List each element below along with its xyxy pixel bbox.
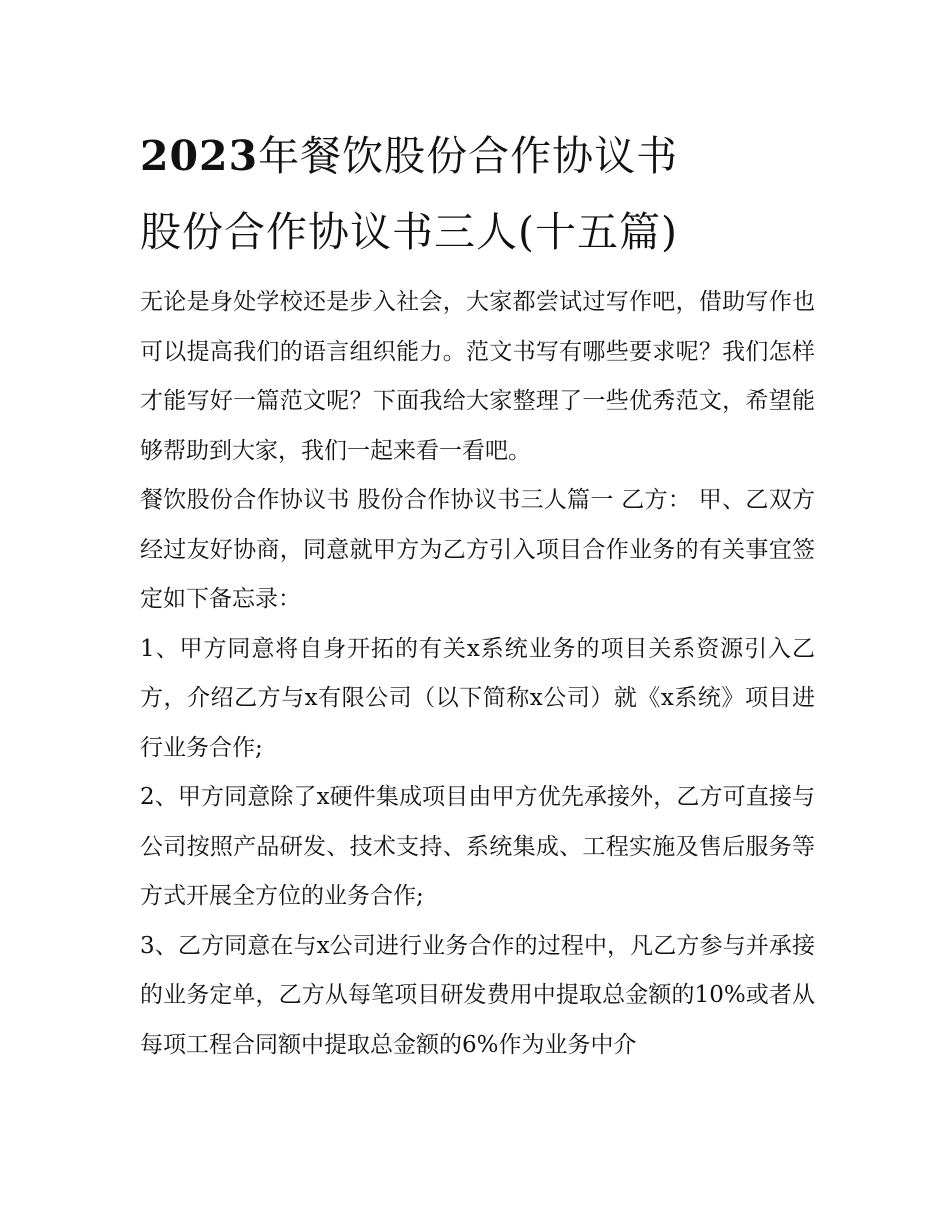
- intro-paragraph: 无论是身处学校还是步入社会，大家都尝试过写作吧，借助写作也可以提高我们的语言组织能力。范文书写有哪些要求呢？我们怎样才能写好一篇范文呢？下面我给大家整理了一些优秀范文，希望能够帮助到大家，我们一起来看一看吧。: [140, 289, 815, 464]
- clause-3: 3、乙方同意在与x公司进行业务合作的过程中，凡乙方参与并承接的业务定单，乙方从每笔项目研发费用中提取总金额的10%或者从每项工程合同额中提取总金额的6%作为业务中介: [140, 932, 815, 1058]
- clause-1: 1、甲方同意将自身开拓的有关x系统业务的项目关系资源引入乙方，介绍乙方与x有限公司（以下简称x公司）就《x系统》项目进行业务合作;: [140, 635, 815, 761]
- document-title: [140, 118, 815, 194]
- document-page: [140, 118, 815, 1070]
- clause-2: 2、甲方同意除了x硬件集成项目由甲方优先承接外，乙方可直接与公司按照产品研发、技术支持、系统集成、工程实施及售后服务等方式开展全方位的业务合作;: [140, 784, 815, 909]
- title-year: 2023: [140, 132, 259, 180]
- document-subtitle: 股份合作协议书三人(十五篇): [140, 208, 678, 256]
- title-text: 年餐饮股份合作协议书: [258, 132, 679, 180]
- agreement-heading-paragraph: 餐饮股份合作协议书 股份合作协议书三人篇一 乙方： 甲、乙双方经过友好协商，同意就甲方为乙方引入项目合作业务的有关事宜签定如下备忘录：: [140, 487, 815, 612]
